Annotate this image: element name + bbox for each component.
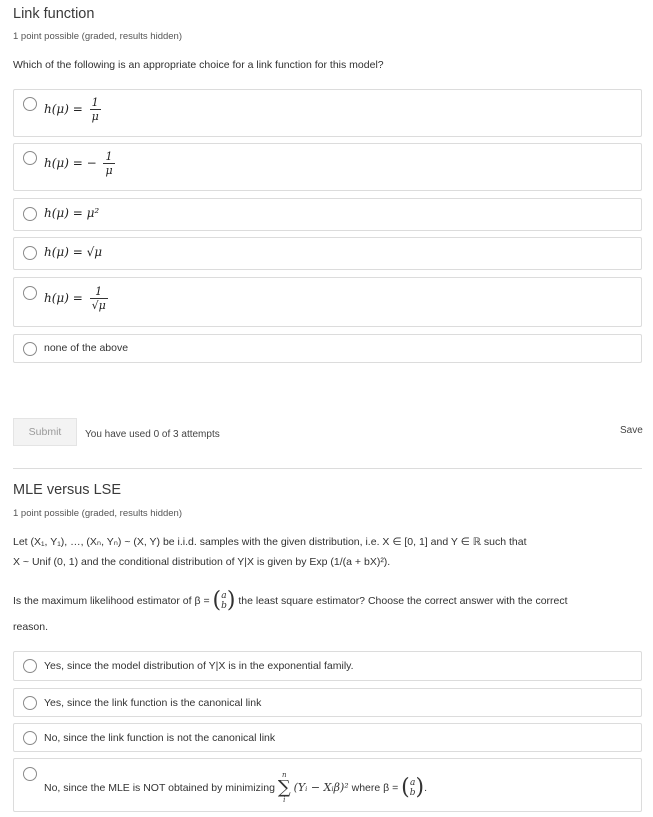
radio-button[interactable] [23, 151, 37, 165]
q1-title: Link function [13, 6, 95, 22]
option-numerator: 1 [105, 150, 113, 163]
q2-option-3-label: No, since the link function is not the canonical link [44, 732, 276, 744]
q2-question-pre: Is the maximum likelihood estimator of β = [13, 594, 210, 607]
q2-question-post: the least square estimator? Choose the correct answer with the correct [238, 594, 568, 607]
submit-button[interactable]: Submit [13, 418, 77, 446]
q1-option-3-math: h(μ) = μ² [44, 206, 100, 220]
sum-lower: i [283, 796, 286, 804]
q1-option-1-math [44, 96, 101, 123]
q2-question-end: reason. [13, 621, 49, 633]
q1-option-4-math: h(μ) = √μ [44, 245, 103, 259]
option-denominator: √μ [91, 299, 106, 312]
q1-option-5[interactable] [13, 277, 642, 327]
attempts-text: You have used 0 of 3 attempts [85, 429, 220, 440]
sigma-symbol: ∑ [277, 777, 291, 798]
q2-option-4-text: No, since the MLE is NOT obtained by minimizing [44, 781, 275, 794]
radio-button[interactable] [23, 342, 37, 356]
q2-question: Is the maximum likelihood estimator of β = ( a b ) the least square estimator? Choose the correct answer with the correct [13, 588, 568, 613]
radio-button[interactable] [23, 767, 37, 781]
q1-option-6[interactable] [13, 334, 642, 363]
beta-vec-bottom: b [221, 601, 227, 611]
option-lhs: h(μ) = [44, 291, 83, 305]
option-lhs: h(μ) = [44, 102, 83, 116]
q1-option-2-math [44, 150, 115, 177]
section-divider [13, 468, 642, 469]
radio-button[interactable] [23, 286, 37, 300]
q1-option-6-label: none of the above [44, 342, 129, 354]
option-numerator: 1 [91, 96, 99, 109]
q1-option-5-math [44, 285, 108, 312]
radio-button[interactable] [23, 696, 37, 710]
q1-option-4[interactable] [13, 237, 642, 270]
q2-title: MLE versus LSE [13, 482, 121, 498]
q2-intro-line-1: Let (X₁, Y₁), …, (Xₙ, Yₙ) ~ (X, Y) be i.i.d. samples with the given distribution, i.e. X ∈ [0, 1] and Y ∈ ℝ such that [13, 536, 527, 548]
beta-vec-top: a [409, 778, 416, 788]
q2-option-1-label: Yes, since the model distribution of Y|X is in the exponential family. [44, 660, 354, 672]
option-lhs: h(μ) = − [44, 156, 97, 170]
q2-option-2[interactable] [13, 688, 642, 717]
radio-button[interactable] [23, 97, 37, 111]
q1-points-meta: 1 point possible (graded, results hidden) [13, 31, 182, 42]
q2-option-4[interactable] [13, 758, 642, 812]
radio-button[interactable] [23, 731, 37, 745]
save-button[interactable]: Save [620, 425, 643, 436]
beta-vec-bottom: b [409, 788, 416, 798]
q2-intro-line-2: X ~ Unif (0, 1) and the conditional distribution of Y|X is given by Exp (1/(a + bX)²). [13, 556, 391, 568]
option-numerator: 1 [95, 285, 103, 298]
q1-option-1[interactable] [13, 89, 642, 137]
q2-option-1[interactable] [13, 651, 642, 681]
q2-option-4-where: where β = [351, 781, 399, 794]
q2-option-4-label: No, since the MLE is NOT obtained by minimizing n ∑ i (Yᵢ − Xᵢβ)² where β = ( a b ). [44, 771, 428, 804]
radio-button[interactable] [23, 246, 37, 260]
radio-button[interactable] [23, 207, 37, 221]
beta-vec-top: a [221, 591, 227, 601]
q2-option-3[interactable] [13, 723, 642, 752]
radio-button[interactable] [23, 659, 37, 673]
option-denominator: μ [91, 110, 99, 123]
q2-option-4-expr: (Yᵢ − Xᵢβ)² [293, 780, 349, 794]
q2-option-2-label: Yes, since the link function is the canonical link [44, 697, 262, 709]
q1-option-2[interactable] [13, 143, 642, 191]
summation [278, 771, 291, 805]
option-denominator: μ [105, 164, 113, 177]
q2-points-meta: 1 point possible (graded, results hidden) [13, 508, 182, 519]
q1-option-3[interactable] [13, 198, 642, 231]
sum-upper: n [282, 771, 287, 779]
q1-question: Which of the following is an appropriate choice for a link function for this model? [13, 59, 384, 71]
